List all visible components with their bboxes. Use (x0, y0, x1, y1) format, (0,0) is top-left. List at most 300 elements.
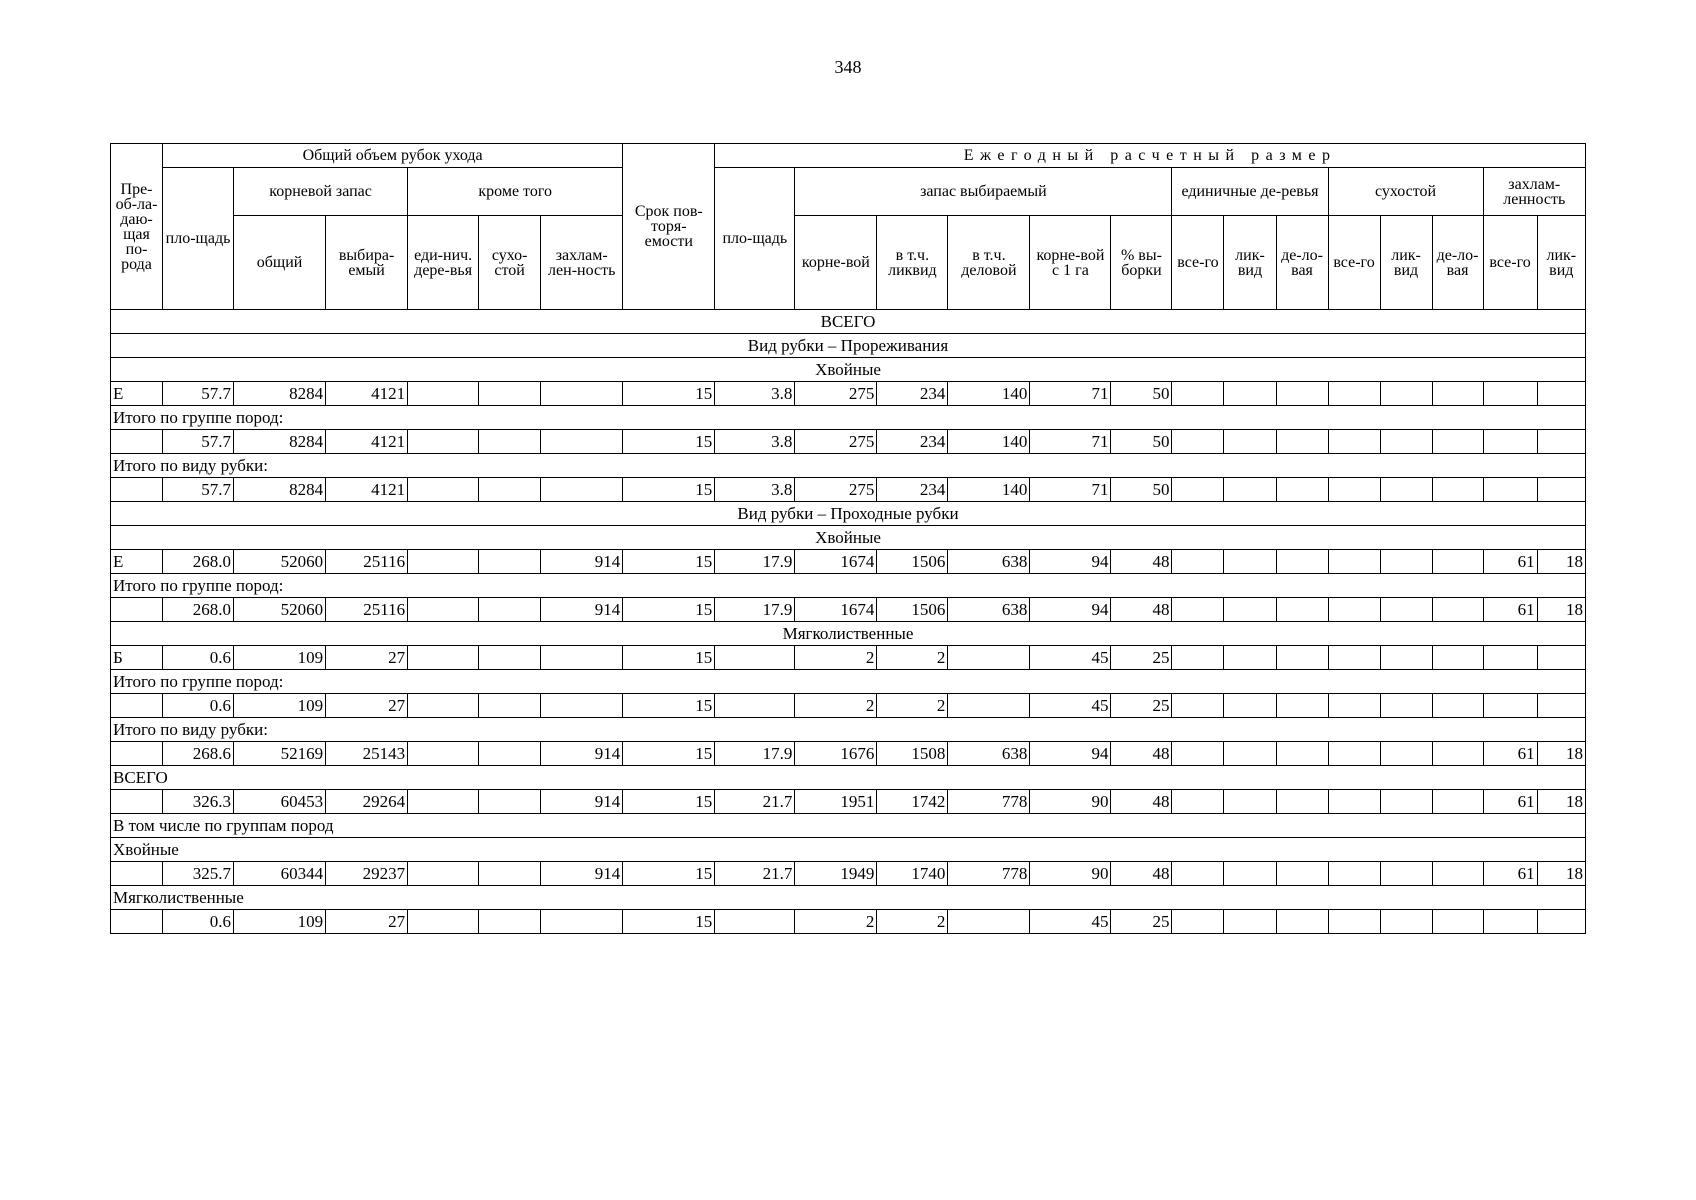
table-cell: 90 (1030, 862, 1111, 886)
table-cell: 94 (1030, 550, 1111, 574)
table-cell: 778 (948, 862, 1030, 886)
table-cell: 2 (877, 694, 948, 718)
group-label: Итого по виду рубки: (111, 454, 1586, 478)
table-cell: 48 (1111, 550, 1172, 574)
table-cell: Е (111, 550, 163, 574)
table-cell (1380, 790, 1432, 814)
table-cell: 27 (326, 910, 408, 934)
table-cell: 18 (1537, 790, 1585, 814)
table-cell (1537, 382, 1585, 406)
table-cell: 1951 (795, 790, 877, 814)
table-cell (1224, 694, 1276, 718)
table-cell (1224, 478, 1276, 502)
table-cell: 0.6 (163, 910, 234, 934)
table-cell: 21.7 (715, 790, 795, 814)
table-cell: 45 (1030, 646, 1111, 670)
group-label-row (111, 766, 1586, 790)
table-cell (1380, 430, 1432, 454)
page-number: 348 (834, 57, 862, 77)
table-cell: 61 (1483, 862, 1537, 886)
table-cell (1276, 550, 1328, 574)
group-label-row (111, 670, 1586, 694)
table-cell (1328, 910, 1380, 934)
table-cell: 48 (1111, 598, 1172, 622)
header-incl-liquid: в т.ч. ликвид (877, 216, 948, 310)
table-cell: 71 (1030, 382, 1111, 406)
table-cell: 1949 (795, 862, 877, 886)
table-cell: 4121 (326, 478, 408, 502)
table-cell (1380, 646, 1432, 670)
table-cell: 0.6 (163, 694, 234, 718)
table-cell: 45 (1030, 910, 1111, 934)
table-cell: 0.6 (163, 646, 234, 670)
header-total: общий (234, 216, 326, 310)
table-cell (1483, 478, 1537, 502)
table-cell: 914 (541, 598, 623, 622)
table-cell: 57.7 (163, 382, 234, 406)
group-label: Мягколиственные (111, 886, 1586, 910)
table-cell (1483, 910, 1537, 934)
table-cell (1328, 478, 1380, 502)
header-dead-liquid: лик-вид (1380, 216, 1432, 310)
table-cell: 3.8 (715, 478, 795, 502)
table-cell (408, 742, 479, 766)
section-header: Хвойные (111, 526, 1586, 550)
table-cell: 1506 (877, 550, 948, 574)
table-cell (1432, 430, 1483, 454)
table-cell (1537, 694, 1585, 718)
table-cell (479, 646, 541, 670)
table-cell: 2 (795, 910, 877, 934)
group-label: Итого по виду рубки: (111, 718, 1586, 742)
group-label-row (111, 838, 1586, 862)
table-cell (479, 910, 541, 934)
table-cell (1276, 382, 1328, 406)
table-header (111, 144, 1586, 310)
table-cell: 27 (326, 646, 408, 670)
table-cell: 109 (234, 646, 326, 670)
forest-thinning-table-container (110, 143, 1586, 934)
table-cell (948, 910, 1030, 934)
table-cell: 15 (623, 862, 715, 886)
table-cell: 914 (541, 862, 623, 886)
table-cell (1483, 382, 1537, 406)
table-cell (479, 382, 541, 406)
table-row (111, 790, 1586, 814)
table-cell (408, 382, 479, 406)
table-cell (1328, 550, 1380, 574)
table-cell (479, 478, 541, 502)
table-cell (1432, 382, 1483, 406)
header-annual-size: Ежегодный расчетный размер (715, 144, 1586, 168)
table-cell: Б (111, 646, 163, 670)
table-cell (541, 910, 623, 934)
table-cell: 15 (623, 550, 715, 574)
table-cell (1172, 742, 1224, 766)
table-cell: 275 (795, 430, 877, 454)
table-cell (1380, 598, 1432, 622)
group-label: ВСЕГО (111, 766, 1586, 790)
table-cell: 60453 (234, 790, 326, 814)
header-selected: выбира-емый (326, 216, 408, 310)
table-cell: 29264 (326, 790, 408, 814)
table-cell: 638 (948, 742, 1030, 766)
table-cell: 3.8 (715, 382, 795, 406)
header-single-liquid: лик-вид (1224, 216, 1276, 310)
table-cell (1432, 862, 1483, 886)
table-cell: 638 (948, 598, 1030, 622)
table-cell (408, 790, 479, 814)
table-cell (1432, 790, 1483, 814)
section-header: Мягколиственные (111, 622, 1586, 646)
group-label-row (111, 886, 1586, 910)
header-dead-commercial: де-ло-вая (1432, 216, 1483, 310)
table-cell: 15 (623, 646, 715, 670)
table-cell: 17.9 (715, 550, 795, 574)
group-label: Итого по группе пород: (111, 406, 1586, 430)
table-cell (1537, 910, 1585, 934)
table-cell (111, 862, 163, 886)
table-cell (1172, 430, 1224, 454)
table-cell (1276, 646, 1328, 670)
table-cell (1380, 550, 1432, 574)
table-cell (1537, 478, 1585, 502)
header-clutter-col: захлам-лен-ность (541, 216, 623, 310)
table-cell (1224, 598, 1276, 622)
table-cell (1432, 478, 1483, 502)
table-cell (479, 694, 541, 718)
table-cell: 778 (948, 790, 1030, 814)
table-cell: 25 (1111, 910, 1172, 934)
table-row (111, 550, 1586, 574)
table-cell (1224, 550, 1276, 574)
header-annual-area: пло-щадь (715, 168, 795, 310)
table-cell: 90 (1030, 790, 1111, 814)
table-cell (715, 646, 795, 670)
table-cell (1224, 646, 1276, 670)
table-cell (1483, 646, 1537, 670)
table-cell: 52060 (234, 598, 326, 622)
section-header: Вид рубки – Проходные рубки (111, 502, 1586, 526)
table-cell: 1676 (795, 742, 877, 766)
table-cell (479, 742, 541, 766)
table-cell (111, 910, 163, 934)
table-cell (479, 862, 541, 886)
table-cell (111, 742, 163, 766)
table-cell: 1674 (795, 598, 877, 622)
header-root-per-ha: корне-вой с 1 га (1030, 216, 1111, 310)
table-cell (1224, 430, 1276, 454)
header-selected-stock: запас выбираемый (795, 168, 1172, 216)
table-cell: 50 (1111, 382, 1172, 406)
table-cell (1276, 478, 1328, 502)
group-label-row (111, 454, 1586, 478)
table-cell (1172, 478, 1224, 502)
table-cell (1537, 646, 1585, 670)
table-cell (1380, 478, 1432, 502)
table-cell: 8284 (234, 478, 326, 502)
section-header-row (111, 358, 1586, 382)
section-header-row (111, 622, 1586, 646)
table-cell: 25116 (326, 550, 408, 574)
table-cell (408, 478, 479, 502)
table-cell: 21.7 (715, 862, 795, 886)
table-cell: 25 (1111, 646, 1172, 670)
table-cell: 8284 (234, 382, 326, 406)
table-cell (1328, 646, 1380, 670)
table-cell: 4121 (326, 430, 408, 454)
table-cell (1276, 910, 1328, 934)
table-cell: 50 (1111, 430, 1172, 454)
header-single-commercial: де-ло-вая (1276, 216, 1328, 310)
section-header: Вид рубки – Прореживания (111, 334, 1586, 358)
table-cell (1432, 598, 1483, 622)
table-cell: 914 (541, 550, 623, 574)
table-cell: 140 (948, 430, 1030, 454)
table-cell: 140 (948, 478, 1030, 502)
table-cell (111, 790, 163, 814)
table-body (111, 310, 1586, 934)
table-cell (948, 694, 1030, 718)
header-total-volume: Общий объем рубок ухода (163, 144, 623, 168)
header-repeat-period: Срок пов- торя- емости (623, 144, 715, 310)
table-cell (1276, 790, 1328, 814)
table-cell (408, 646, 479, 670)
table-cell (1276, 742, 1328, 766)
table-cell: 94 (1030, 742, 1111, 766)
table-cell (1172, 862, 1224, 886)
section-header-row (111, 526, 1586, 550)
table-cell (1172, 382, 1224, 406)
table-cell: 71 (1030, 478, 1111, 502)
table-cell (408, 430, 479, 454)
table-cell: 57.7 (163, 478, 234, 502)
table-cell (715, 910, 795, 934)
table-cell (1224, 790, 1276, 814)
header-percent-selection: % вы-борки (1111, 216, 1172, 310)
table-cell: Е (111, 382, 163, 406)
table-cell (1224, 862, 1276, 886)
table-cell: 15 (623, 598, 715, 622)
table-cell: 234 (877, 478, 948, 502)
header-clutter-liquid: лик-вид (1537, 216, 1585, 310)
table-cell (1224, 910, 1276, 934)
table-cell (408, 862, 479, 886)
table-cell: 48 (1111, 862, 1172, 886)
table-cell (479, 790, 541, 814)
table-cell: 8284 (234, 430, 326, 454)
table-cell: 25116 (326, 598, 408, 622)
table-cell: 15 (623, 742, 715, 766)
table-cell: 57.7 (163, 430, 234, 454)
table-cell (1172, 598, 1224, 622)
group-label-row (111, 718, 1586, 742)
table-cell: 27 (326, 694, 408, 718)
header-dead-total: все-го (1328, 216, 1380, 310)
table-cell: 61 (1483, 550, 1537, 574)
table-cell (1172, 910, 1224, 934)
table-cell (1432, 550, 1483, 574)
table-cell (1432, 742, 1483, 766)
table-cell (1172, 646, 1224, 670)
table-cell (1328, 790, 1380, 814)
table-cell: 234 (877, 430, 948, 454)
table-cell: 268.6 (163, 742, 234, 766)
table-cell: 61 (1483, 790, 1537, 814)
section-header-row (111, 310, 1586, 334)
table-cell (1537, 430, 1585, 454)
header-single-total: все-го (1172, 216, 1224, 310)
group-label: В том числе по группам пород (111, 814, 1586, 838)
table-cell: 15 (623, 910, 715, 934)
table-cell (1328, 598, 1380, 622)
table-cell (1172, 790, 1224, 814)
section-header-row (111, 334, 1586, 358)
table-cell (1276, 430, 1328, 454)
table-cell (1328, 862, 1380, 886)
table-cell: 109 (234, 910, 326, 934)
forest-thinning-table (110, 143, 1586, 934)
table-row (111, 478, 1586, 502)
table-cell: 1740 (877, 862, 948, 886)
table-cell: 109 (234, 694, 326, 718)
table-cell (541, 478, 623, 502)
table-cell: 638 (948, 550, 1030, 574)
header-clutter: захлам-ленность (1483, 168, 1585, 216)
table-cell (479, 430, 541, 454)
table-cell (1276, 598, 1328, 622)
table-cell (1172, 694, 1224, 718)
table-cell: 52169 (234, 742, 326, 766)
group-label-row (111, 574, 1586, 598)
table-cell (948, 646, 1030, 670)
table-cell (1328, 694, 1380, 718)
table-cell: 15 (623, 478, 715, 502)
table-cell: 2 (795, 646, 877, 670)
table-cell (1224, 382, 1276, 406)
table-cell (1483, 694, 1537, 718)
table-cell: 275 (795, 478, 877, 502)
table-cell: 2 (877, 646, 948, 670)
table-cell: 25143 (326, 742, 408, 766)
table-cell: 45 (1030, 694, 1111, 718)
table-row (111, 430, 1586, 454)
table-row (111, 598, 1586, 622)
table-cell (715, 694, 795, 718)
table-cell: 48 (1111, 790, 1172, 814)
table-cell: 1508 (877, 742, 948, 766)
table-cell (408, 598, 479, 622)
table-cell: 15 (623, 790, 715, 814)
table-cell: 17.9 (715, 742, 795, 766)
group-label: Итого по группе пород: (111, 574, 1586, 598)
table-cell (111, 598, 163, 622)
table-cell (1380, 742, 1432, 766)
table-cell: 914 (541, 742, 623, 766)
table-cell: 140 (948, 382, 1030, 406)
table-cell: 18 (1537, 862, 1585, 886)
table-cell (1276, 694, 1328, 718)
table-cell: 914 (541, 790, 623, 814)
table-cell (1380, 382, 1432, 406)
table-cell: 15 (623, 430, 715, 454)
table-cell (1380, 910, 1432, 934)
table-cell (408, 550, 479, 574)
group-label: Хвойные (111, 838, 1586, 862)
table-cell (1328, 430, 1380, 454)
table-cell (541, 382, 623, 406)
header-area: пло-щадь (163, 168, 234, 310)
table-cell: 50 (1111, 478, 1172, 502)
table-cell (541, 430, 623, 454)
table-cell (111, 478, 163, 502)
section-header: Хвойные (111, 358, 1586, 382)
table-cell (1432, 694, 1483, 718)
table-cell: 3.8 (715, 430, 795, 454)
table-cell: 326.3 (163, 790, 234, 814)
header-dead: сухо-стой (479, 216, 541, 310)
table-cell (1328, 742, 1380, 766)
header-deadwood: сухостой (1328, 168, 1483, 216)
table-cell (541, 694, 623, 718)
table-cell (479, 550, 541, 574)
table-cell: 1674 (795, 550, 877, 574)
header-single-trees: единичные де-ревья (1172, 168, 1328, 216)
table-cell: 2 (877, 910, 948, 934)
header-besides: кроме того (408, 168, 623, 216)
header-root-stock: корневой запас (234, 168, 408, 216)
table-cell: 71 (1030, 430, 1111, 454)
table-cell: 15 (623, 382, 715, 406)
table-cell: 18 (1537, 742, 1585, 766)
table-cell: 268.0 (163, 598, 234, 622)
table-cell: 4121 (326, 382, 408, 406)
table-cell: 48 (1111, 742, 1172, 766)
header-clutter-total: все-го (1483, 216, 1537, 310)
table-cell (1432, 646, 1483, 670)
table-row (111, 694, 1586, 718)
table-cell (1172, 550, 1224, 574)
group-label: Итого по группе пород: (111, 670, 1586, 694)
table-cell: 94 (1030, 598, 1111, 622)
table-cell: 234 (877, 382, 948, 406)
table-cell (1328, 382, 1380, 406)
table-cell (111, 694, 163, 718)
header-root: корне-вой (795, 216, 877, 310)
table-row (111, 382, 1586, 406)
table-cell: 2 (795, 694, 877, 718)
table-cell: 268.0 (163, 550, 234, 574)
table-cell (408, 694, 479, 718)
table-cell: 61 (1483, 742, 1537, 766)
table-row (111, 910, 1586, 934)
table-row (111, 862, 1586, 886)
table-cell (479, 598, 541, 622)
table-cell (1380, 862, 1432, 886)
table-cell: 1506 (877, 598, 948, 622)
table-cell: 18 (1537, 598, 1585, 622)
table-cell (1224, 742, 1276, 766)
group-label-row (111, 406, 1586, 430)
table-cell (1380, 694, 1432, 718)
table-cell: 325.7 (163, 862, 234, 886)
table-cell: 1742 (877, 790, 948, 814)
table-cell: 60344 (234, 862, 326, 886)
table-cell (1432, 910, 1483, 934)
header-single: еди-нич. дере-вья (408, 216, 479, 310)
table-cell: 52060 (234, 550, 326, 574)
section-header: ВСЕГО (111, 310, 1586, 334)
